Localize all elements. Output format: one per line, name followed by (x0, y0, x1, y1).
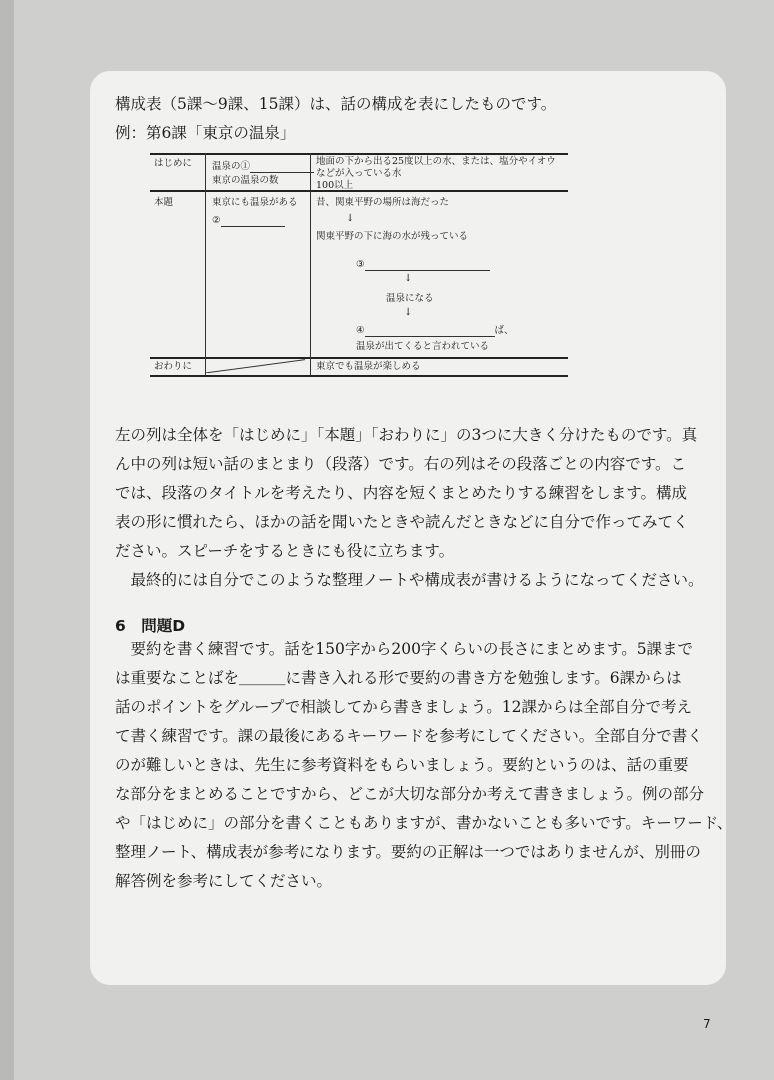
hajime-right-2: などが入っている水 (316, 168, 402, 179)
row-label-hondai: 本題 (154, 197, 174, 208)
row-label-owari: おわりに (154, 361, 193, 372)
row-label-hajime: はじめに (154, 158, 193, 169)
hondai-right-5: ④ ば、 (356, 325, 514, 336)
empty-cell-slash (205, 359, 305, 373)
table-top-rule (150, 153, 568, 155)
problem-d-line: な部分をまとめることですから、どこが大切な部分か考えて書きましょう。例の部分 (115, 785, 705, 803)
table-rule-1 (150, 190, 568, 192)
problem-d-line: 整理ノート、構成表が参考になります。要約の正解は一つではありませんが、別冊の (115, 843, 701, 861)
structure-table (150, 153, 568, 373)
owari-right: 東京でも温泉が楽しめる (316, 361, 421, 372)
answer-blank-4 (365, 327, 495, 337)
explanation-line: ださい。スピーチをするときにも役に立ちます。 (115, 542, 455, 560)
content-card (90, 71, 733, 985)
explanation-line: 表の形に慣れたら、ほかの話を聞いたときや読んだときなどに自分で作ってみてく (115, 513, 689, 531)
explanation-line: ん中の列は短い話のまとまり（段落）です。右の列はその段落ごとの内容です。こ (115, 455, 687, 473)
problem-d-line: て書く練習です。課の最後にあるキーワードを参考にしてください。全部自分で書く (115, 727, 703, 745)
hondai-right-2: 関東平野の下に海の水が残っている (316, 231, 469, 242)
page-number: 7 (703, 1017, 711, 1031)
hondai-right-3: ③ (356, 259, 490, 271)
page-binding-edge (0, 0, 14, 1080)
problem-d-line: 解答例を参考にしてください。 (115, 872, 333, 890)
hajime-right-1: 地面の下から出る25度以上の水、または、塩分やイオウ (316, 156, 556, 167)
hondai-right-4: 温泉になる (386, 293, 434, 304)
explanation-line: 左の列は全体を「はじめに」「本題」「おわりに」の3つに大きく分けたものです。真 (115, 426, 698, 444)
flow-arrow-2: ↓ (404, 273, 413, 284)
intro-text: 構成表（5課〜9課、15課）は、話の構成を表にしたものです。 (115, 95, 557, 113)
problem-d-line: は重要なことばを＿＿＿に書き入れる形で要約の書き方を勉強します。6課からは (115, 669, 682, 687)
problem-d-line: や「はじめに」の部分を書くこともありますが、書かないことも多いです。キーワード、 (115, 814, 733, 832)
section-heading: 6 問題D (115, 617, 186, 635)
answer-blank-1 (250, 163, 314, 173)
problem-d-line: のが難しいときは、先生に参考資料をもらいましょう。要約というのは、話の重要 (115, 756, 689, 774)
hajime-mid-1: 温泉の① (212, 161, 314, 173)
problem-d-line: 話のポイントをグループで相談してから書きましょう。12課からは全部自分で考え (115, 698, 692, 716)
flow-arrow-3: ↓ (404, 307, 413, 318)
example-title: 例：第6課「東京の温泉」 (115, 124, 296, 142)
table-bottom-rule (150, 375, 568, 377)
explanation-line: では、段落のタイトルを考えたり、内容を短くまとめたりする練習をします。構成 (115, 484, 687, 502)
hajime-mid-2: 東京の温泉の数 (212, 175, 279, 186)
flow-arrow-1: ↓ (346, 213, 355, 224)
table-col-divider-1 (205, 153, 206, 375)
problem-d-line: 要約を書く練習です。話を150字から200字くらいの長さにまとめます。5課まで (115, 640, 694, 658)
hondai-right-1: 昔、関東平野の場所は海だった (316, 197, 450, 208)
answer-blank-3 (365, 261, 490, 271)
explanation-line: 最終的には自分でこのような整理ノートや構成表が書けるようになってください。 (115, 571, 704, 589)
hondai-mid-1: 東京にも温泉がある (212, 197, 298, 208)
hajime-right-3: 100以上 (316, 180, 354, 191)
table-col-divider-2 (310, 153, 311, 375)
hondai-right-6: 温泉が出てくると言われている (356, 341, 490, 352)
answer-blank-2 (221, 217, 285, 227)
hondai-mid-2: ② (212, 215, 285, 227)
